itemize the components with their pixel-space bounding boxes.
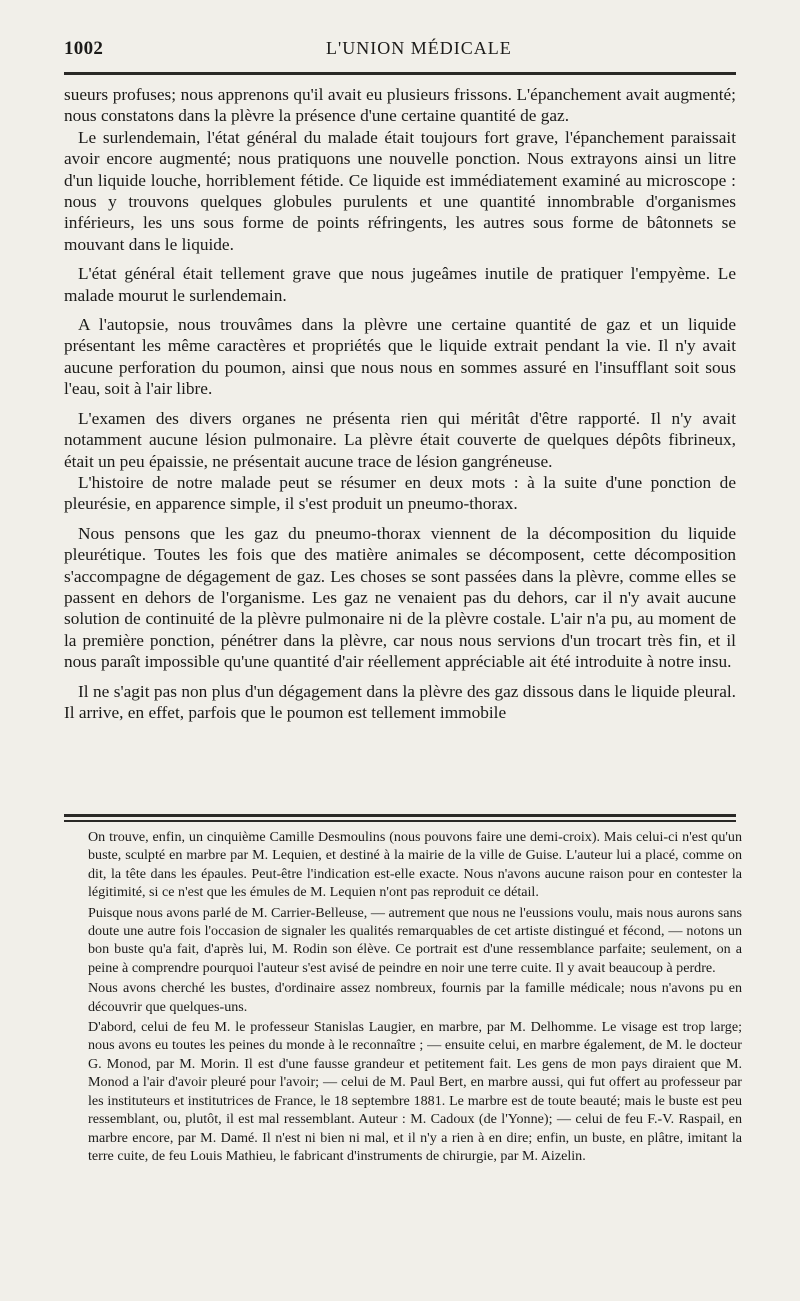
page-number: 1002 [64, 38, 104, 59]
main-paragraph: Nous pensons que les gaz du pneumo-thorax viennent de la décomposition du liquide pleurétique. Toutes les fois que des matière animales se décomposent, cette décomposition s'accompagne de dégagement de gaz. Les choses se sont passées dans la plèvre, comme elles se passent en dehors de l'organisme. Les gaz ne venaient pas du dehors, car il n'y avait aucune solution de continuité de la plèvre pulmonaire ni de la plèvre costale. L'air n'a pu, au moment de la première ponction, pénétrer dans la plèvre, car nous nous servions d'un trocart très fin, et il nous paraît impossible qu'une quantité d'air réellement appréciable ait été introduite à notre insu. [64, 523, 736, 672]
main-paragraph: L'examen des divers organes ne présenta rien qui méritât d'être rapporté. Il n'y avait notamment aucune lésion pulmonaire. La plèvre était couverte de quelques dépôts fibrineux, était un peu épaissie, ne présentait aucune trace de lésion gangréneuse. [64, 408, 736, 471]
main-paragraph: L'histoire de notre malade peut se résumer en deux mots : à la suite d'une ponction de pleurésie, en apparence simple, il s'est produit un pneumo-thorax. [64, 472, 736, 514]
main-paragraph: L'état général était tellement grave que nous jugeâmes inutile de pratiquer l'empyème. Le malade mourut le surlendemain. [64, 264, 736, 305]
footnote-rule-thin [64, 820, 736, 822]
running-title: L'UNION MÉDICALE [326, 38, 512, 58]
footnote-rule-thick [64, 814, 736, 817]
main-paragraph: A l'autopsie, nous trouvâmes dans la plèvre une certaine quantité de gaz et un liquide présentant les même caractères et propriétés que le liquide extrait pendant la vie. Il n'y avait aucune perforation du poumon, ainsi que nous nous en sommes assuré en l'insufflant soit sous l'eau, soit à l'air libre. [64, 315, 736, 399]
main-text [64, 84, 736, 723]
main-paragraph: sueurs profuses; nous apprenons qu'il avait eu plusieurs frissons. L'épanchement avait augmenté; nous constatons dans la plèvre la présence d'une certaine quantité de gaz. [64, 85, 736, 126]
footnote-paragraph: D'abord, celui de feu M. le professeur Stanislas Laugier, en marbre, par M. Delhomme. Le visage est trop large; nous avons eu toutes les peines du monde à le reconnaître ; — ensuite celui, en marbre également, de M. le docteur G. Monod, par M. Morin. Il est d'une fausse grandeur et petitement fait. Les gens de mon pays diraient que M. Monod a l'air d'avoir pleuré pour l'avoir; — celui de M. Paul Bert, en marbre aussi, qui fut offert au professeur par les instituteurs et institutrices de France, le 18 septembre 1881. Le marbre est de toute beauté; mais le buste est peu ressemblant, ou, plutôt, il est mal ressemblant. Auteur : M. Cadoux (de l'Yonne); — celui de feu F.-V. Raspail, en marbre encore, par M. Damé. Il n'est ni bien ni mal, et il n'y a rien à en dire; enfin, un buste, en plâtre, imitant la terre cuite, de feu Louis Mathieu, le fabricant d'instruments de chirurgie, par M. Aizelin. [88, 1019, 742, 1164]
main-paragraph: Le surlendemain, l'état général du malade était toujours fort grave, l'épanchement paraissait avoir encore augmenté; nous pratiquons une nouvelle ponction. Nous extrayons ainsi un litre d'un liquide louche, horriblement fétide. Ce liquide est immédiatement examiné au microscope : nous y trouvons quelques globules purulents et une quantité innombrable d'organismes inférieurs, les uns sous forme de points réfringents, les autres sous forme de bâtonnets se mouvant dans le liquide. [64, 127, 736, 254]
footnote-paragraph: Puisque nous avons parlé de M. Carrier-Belleuse, — autrement que nous ne l'eussions voulu, mais nous aurons sans doute une autre fois l'occasion de signaler les qualités remarquables de cet artiste distingué et fécond, — notons un bon buste qu'a fait, d'après lui, M. Rodin son élève. Ce portrait est d'une ressemblance parfaite; seulement, on a peine à comprendre pourquoi l'auteur s'est avisé de peindre en noir une terre cuite. Il y avait beaucoup à perdre. [88, 904, 742, 976]
page-header [64, 38, 736, 66]
footnote-paragraph: On trouve, enfin, un cinquième Camille Desmoulins (nous pouvons faire une demi-croix). Mais celui-ci n'est qu'un buste, sculpté en marbre par M. Lequien, et destiné à la mairie de la ville de Guise. L'auteur lui a placé, comme on dit, la tête dans les épaules. Peut-être l'indication est-elle exacte. Nous n'avons aucune raison pour en contester la légitimité, si ce n'est que les émules de M. Lequien n'ont pas reproduit ce détail. [88, 829, 742, 901]
header-rule [64, 72, 736, 75]
main-paragraph: Il ne s'agit pas non plus d'un dégagement dans la plèvre des gaz dissous dans le liquide pleural. Il arrive, en effet, parfois que le poumon est tellement immobile [64, 681, 736, 722]
footnote-feuilleton [88, 828, 742, 1165]
footnote-paragraph: Nous avons cherché les bustes, d'ordinaire assez nombreux, fournis par la famille médicale; nous n'avons pu en découvrir que quelques-uns. [88, 980, 742, 1015]
